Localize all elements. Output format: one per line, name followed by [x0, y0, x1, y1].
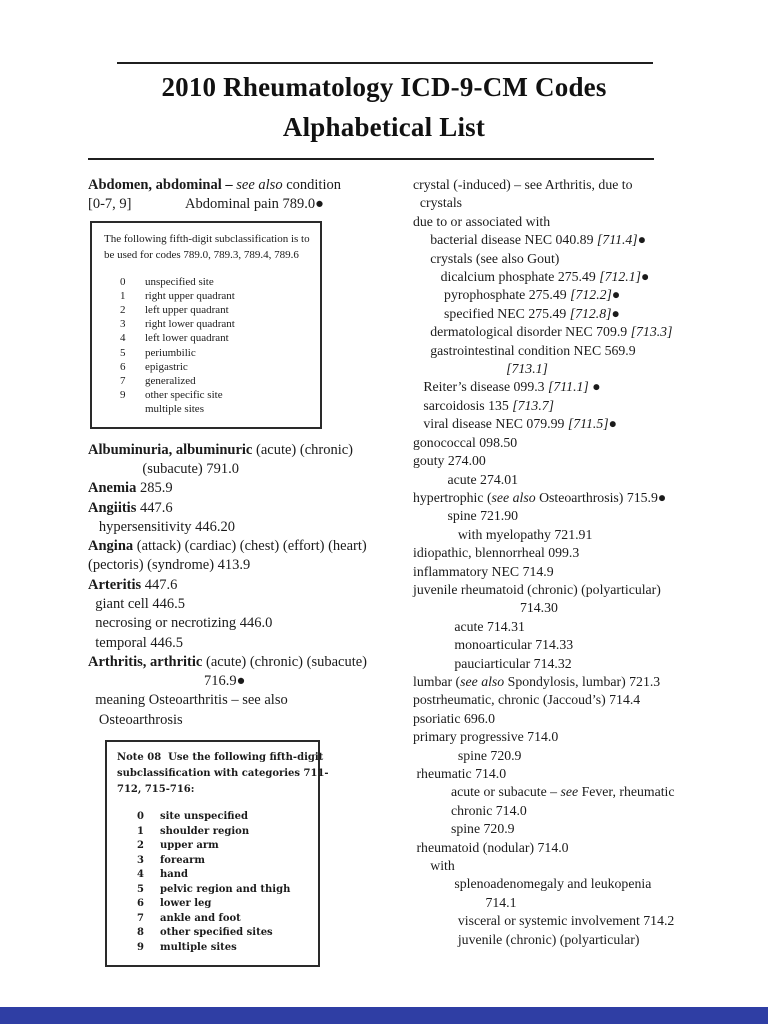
text-line: spine 720.9 — [413, 821, 515, 837]
subclassification-item — [117, 839, 310, 854]
item-code: 0 — [120, 275, 126, 288]
item-code: 7 — [137, 912, 144, 924]
text-line: crystal (-induced) – see Arthritis, due to — [413, 177, 633, 192]
bottom-bar — [0, 1007, 768, 1024]
alphabetical-entries — [88, 441, 412, 730]
text-line: (pectoris) (syndrome) 413.9 — [88, 557, 251, 574]
item-code: 3 — [137, 854, 144, 866]
item-label: ankle and foot — [160, 912, 241, 924]
text-line: temporal 446.5 — [88, 634, 184, 651]
text-line: chronic 714.0 — [413, 802, 527, 818]
subclassification-item — [104, 388, 312, 402]
text-line: The following fifth-digit subclassification is to — [104, 232, 310, 245]
text-line: meaning Osteoarthritis – see also — [88, 692, 288, 709]
text-line: pauciarticular 714.32 — [413, 655, 572, 671]
text-line: viral disease NEC 079.99 [711.5]● — [413, 416, 617, 432]
subclassification-item — [104, 402, 312, 416]
item-label: left upper quadrant — [145, 304, 229, 316]
abdomen-entry — [88, 176, 412, 215]
text-line: spine 720.9 — [413, 747, 522, 763]
text-line: necrosing or necrotizing 446.0 — [88, 615, 273, 632]
subclassification-item — [117, 912, 310, 927]
item-label: left lower quadrant — [145, 332, 229, 345]
text-line: Abdomen, abdominal – see also condition — [88, 177, 341, 193]
text-line: monoarticular 714.33 — [413, 637, 574, 653]
item-label: upper arm — [160, 840, 219, 852]
text-line: 714.30 — [413, 600, 558, 616]
text-line: hypersensitivity 446.20 — [88, 518, 236, 535]
text-line: rheumatic 714.0 — [413, 766, 507, 781]
text-line: giant cell 446.5 — [88, 596, 186, 612]
text-line: Osteoarthrosis — [88, 711, 183, 728]
text-line: Angina (attack) (cardiac) (chest) (effort) (heart) — [88, 538, 367, 555]
text-line: Arthritis, arthritic (acute) (chronic) (subacute) — [88, 653, 367, 670]
right-column — [413, 176, 725, 949]
item-label: multiple sites — [160, 941, 237, 953]
text-line: with myelopathy 721.91 — [413, 526, 593, 542]
text-line: acute 714.31 — [413, 618, 525, 634]
item-label: pelvic region and thigh — [160, 883, 291, 895]
subclassification-item — [104, 275, 312, 289]
subclassification-item — [117, 825, 310, 840]
box2-items — [117, 810, 310, 955]
item-code: 6 — [137, 898, 144, 910]
page-title-line2: Alphabetical List — [282, 112, 486, 142]
item-code: 2 — [120, 304, 126, 316]
item-label: epigastric — [145, 360, 188, 373]
item-label: site unspecified — [160, 811, 248, 823]
text-line: acute or subacute – see Fever, rheumatic — [413, 784, 675, 800]
box2-intro — [117, 750, 329, 798]
text-line: Reiter’s disease 099.3 [711.1] ● — [413, 379, 601, 395]
item-code: 6 — [120, 360, 126, 373]
text-line: gouty 274.00 — [413, 453, 486, 469]
text-line: [713.1] — [506, 361, 548, 377]
item-label: shoulder region — [160, 825, 250, 837]
text-line: Note 08 Use the following fifth-digit — [117, 752, 324, 764]
subclassification-item — [104, 360, 312, 374]
item-code: 5 — [120, 346, 126, 359]
item-code: 9 — [120, 389, 126, 402]
text-line: idiopathic, blennorrheal 099.3 — [413, 545, 580, 561]
subclassification-item — [104, 346, 312, 360]
subclassification-item — [117, 868, 310, 883]
item-label: periumbilic — [145, 346, 196, 359]
text-line: 714.1 — [413, 894, 517, 910]
item-label: unspecified site — [145, 275, 214, 288]
text-line: crystals — [413, 195, 463, 211]
item-label: other specific site — [145, 389, 223, 402]
box1-spacer — [104, 263, 312, 275]
text-line: pyrophosphate 275.49 [712.2]● — [413, 287, 621, 303]
text-line: [0-7, 9] Abdominal pain 789.0● — [88, 196, 324, 213]
text-line: psoriatic 696.0 — [413, 710, 495, 726]
item-label: multiple sites — [145, 403, 204, 416]
text-line: visceral or systemic involvement 714.2 — [413, 913, 675, 929]
note-08-box — [105, 740, 329, 967]
item-code: 2 — [137, 840, 144, 852]
text-line: 716.9● — [88, 673, 246, 690]
item-code: 0 — [137, 811, 144, 823]
top-rule — [117, 62, 653, 64]
item-code — [120, 402, 145, 416]
subclassification-item — [104, 374, 312, 388]
text-line: due to or associated with — [413, 213, 551, 229]
subclassification-item — [104, 303, 312, 317]
subclassification-item — [104, 317, 312, 331]
subclassification-item — [117, 854, 310, 869]
item-code: 1 — [137, 825, 144, 837]
subclassification-item — [117, 897, 310, 912]
text-line: Arteritis 447.6 — [88, 576, 178, 593]
subclassification-item — [104, 289, 312, 303]
text-line: sarcoidosis 135 [713.7] — [413, 397, 555, 413]
box1-items — [104, 275, 312, 417]
text-line: 712, 715-716: — [117, 784, 195, 796]
box2-spacer — [117, 798, 310, 810]
text-line: juvenile rheumatoid (chronic) (polyarticular) — [413, 581, 661, 597]
text-line: inflammatory NEC 714.9 — [413, 563, 554, 579]
text-line: juvenile (chronic) (polyarticular) — [413, 931, 640, 947]
item-code: 9 — [137, 941, 144, 953]
item-label: right upper quadrant — [145, 289, 235, 302]
item-label: other specified sites — [160, 927, 273, 939]
item-label: hand — [160, 869, 189, 881]
text-line: splenoadenomegaly and leukopenia — [413, 876, 652, 892]
subclassification-item — [117, 810, 310, 825]
item-code: 3 — [120, 318, 126, 331]
fifth-digit-box-789 — [90, 221, 322, 429]
text-line: primary progressive 714.0 — [413, 729, 559, 745]
text-line: Anemia 285.9 — [88, 480, 173, 497]
text-line: postrheumatic, chronic (Jaccoud’s) 714.4 — [413, 692, 641, 708]
text-line: dermatological disorder NEC 709.9 [713.3] — [413, 324, 673, 340]
subclassification-item — [104, 331, 312, 345]
text-line: gonococcal 098.50 — [413, 434, 518, 450]
item-code: 5 — [137, 883, 144, 895]
item-label: lower leg — [160, 898, 212, 910]
text-line: hypertrophic (see also Osteoarthrosis) 715.9● — [413, 489, 667, 505]
box1-intro — [104, 231, 312, 263]
item-label: forearm — [160, 854, 205, 866]
text-line: spine 721.90 — [413, 508, 519, 524]
header-rule — [88, 158, 654, 160]
text-line: rheumatoid (nodular) 714.0 — [413, 839, 569, 855]
text-line: bacterial disease NEC 040.89 [711.4]● — [413, 232, 647, 248]
arthritis-subentries — [413, 176, 725, 949]
item-code: 4 — [137, 869, 144, 881]
text-line: Angiitis 447.6 — [88, 499, 173, 516]
text-line: acute 274.01 — [413, 471, 518, 487]
text-line: gastrointestinal condition NEC 569.9 — [413, 342, 636, 358]
text-line: dicalcium phosphate 275.49 [712.1]● — [413, 269, 650, 285]
text-line: crystals (see also Gout) — [413, 250, 560, 266]
page-title-line1: 2010 Rheumatology ICD-9-CM Codes — [161, 72, 607, 102]
item-label: right lower quadrant — [145, 318, 235, 331]
item-code: 7 — [120, 375, 126, 388]
text-line: lumbar (see also Spondylosis, lumbar) 721.3 — [413, 673, 661, 689]
subclassification-item — [117, 883, 310, 898]
text-line: subclassification with categories 711- — [117, 768, 329, 780]
subclassification-item — [117, 926, 310, 941]
item-code: 4 — [120, 332, 126, 345]
text-line: (subacute) 791.0 — [88, 460, 240, 477]
item-code: 8 — [137, 927, 144, 939]
text-line: with — [413, 858, 455, 874]
text-line: Albuminuria, albuminuric (acute) (chronic) — [88, 441, 354, 458]
text-line: be used for codes 789.0, 789.3, 789.4, 789.6 — [104, 248, 299, 261]
left-column — [88, 176, 412, 967]
subclassification-item — [117, 941, 310, 956]
item-label: generalized — [145, 375, 196, 388]
text-line: specified NEC 275.49 [712.8]● — [413, 305, 620, 321]
item-code: 1 — [120, 289, 126, 302]
